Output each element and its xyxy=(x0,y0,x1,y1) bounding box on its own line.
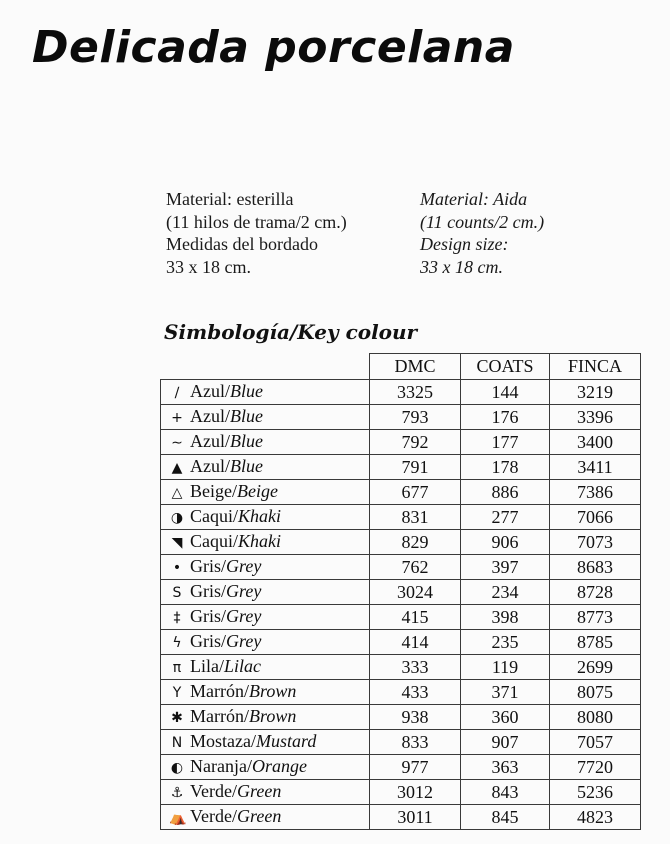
header-blank xyxy=(161,354,370,380)
spec-line: 33 x 18 cm. xyxy=(420,256,503,277)
finca-cell: 8728 xyxy=(550,579,641,604)
table-row xyxy=(161,479,641,504)
colour-name-en: Blue xyxy=(230,380,264,401)
dmc-cell: 791 xyxy=(370,454,461,479)
table-row xyxy=(161,379,641,404)
stitch-symbol-icon: △ xyxy=(171,484,183,501)
colour-name-es: Mostaza xyxy=(190,730,251,751)
colour-name-es: Lila xyxy=(190,655,219,676)
coats-cell: 397 xyxy=(461,554,550,579)
colour-name-es: Marrón xyxy=(190,680,244,701)
name-separator: / xyxy=(221,630,227,651)
coats-cell: 886 xyxy=(461,479,550,504)
colour-name-en: Grey xyxy=(226,630,262,651)
dmc-cell: 938 xyxy=(370,704,461,729)
dmc-cell: 433 xyxy=(370,679,461,704)
name-separator: / xyxy=(231,805,237,826)
dmc-cell: 977 xyxy=(370,754,461,779)
colour-name-en: Blue xyxy=(230,430,264,451)
colour-name-es: Gris xyxy=(190,580,221,601)
coats-cell: 843 xyxy=(461,779,550,804)
colour-name-es: Verde xyxy=(190,805,232,826)
colour-name-en: Khaki xyxy=(238,530,282,551)
colour-name-es: Azul xyxy=(190,455,225,476)
spec-spanish xyxy=(166,188,347,278)
stitch-symbol-icon: + xyxy=(171,409,183,426)
finca-cell: 2699 xyxy=(550,654,641,679)
header-dmc: DMC xyxy=(370,354,461,380)
name-separator: / xyxy=(221,555,227,576)
dmc-cell: 793 xyxy=(370,404,461,429)
table-row xyxy=(161,629,641,654)
finca-cell: 8773 xyxy=(550,604,641,629)
finca-cell: 3400 xyxy=(550,429,641,454)
name-separator: / xyxy=(219,655,225,676)
finca-cell: 8080 xyxy=(550,704,641,729)
header-finca: FINCA xyxy=(550,354,641,380)
name-separator: / xyxy=(250,730,256,751)
name-separator: / xyxy=(225,455,231,476)
name-separator: / xyxy=(246,755,252,776)
name-separator: / xyxy=(232,480,238,501)
colour-name-en: Grey xyxy=(226,605,262,626)
dmc-cell: 415 xyxy=(370,604,461,629)
stitch-symbol-icon: • xyxy=(172,559,182,576)
colour-name-cell xyxy=(161,654,370,679)
table-row xyxy=(161,429,641,454)
table-row xyxy=(161,729,641,754)
finca-cell: 7720 xyxy=(550,754,641,779)
name-separator: / xyxy=(243,705,249,726)
colour-name-en: Grey xyxy=(226,580,262,601)
name-separator: / xyxy=(221,580,227,601)
stitch-symbol-icon: ▲ xyxy=(171,459,183,476)
finca-cell: 5236 xyxy=(550,779,641,804)
stitch-symbol-icon: ∕ xyxy=(174,384,180,401)
colour-name-cell xyxy=(161,754,370,779)
name-separator: / xyxy=(233,530,239,551)
colour-name-cell xyxy=(161,554,370,579)
dmc-cell: 3011 xyxy=(370,804,461,829)
colour-name-en: Green xyxy=(237,780,282,801)
dmc-cell: 333 xyxy=(370,654,461,679)
table-body xyxy=(161,379,641,829)
colour-name-es: Azul xyxy=(190,405,225,426)
table-row xyxy=(161,754,641,779)
table-row xyxy=(161,579,641,604)
table-row xyxy=(161,654,641,679)
table-row xyxy=(161,554,641,579)
colour-name-cell xyxy=(161,504,370,529)
spec-english xyxy=(420,188,544,278)
colour-name-en: Grey xyxy=(226,555,262,576)
table-row xyxy=(161,679,641,704)
dmc-cell: 831 xyxy=(370,504,461,529)
colour-name-cell xyxy=(161,379,370,404)
coats-cell: 234 xyxy=(461,579,550,604)
stitch-symbol-icon: N xyxy=(171,734,183,751)
finca-cell: 3396 xyxy=(550,404,641,429)
colour-name-cell xyxy=(161,804,370,829)
coats-cell: 177 xyxy=(461,429,550,454)
colour-name-en: Mustard xyxy=(256,730,317,751)
finca-cell: 7066 xyxy=(550,504,641,529)
spec-line: Design size: xyxy=(420,234,509,254)
finca-cell: 8683 xyxy=(550,554,641,579)
finca-cell: 7386 xyxy=(550,479,641,504)
colour-name-en: Brown xyxy=(249,680,297,701)
name-separator: / xyxy=(231,780,237,801)
dmc-cell: 829 xyxy=(370,529,461,554)
table-row xyxy=(161,529,641,554)
table-header-row xyxy=(161,354,641,380)
colour-name-en: Brown xyxy=(249,705,297,726)
page-title: Delicada porcelana xyxy=(32,22,515,73)
colour-name-es: Azul xyxy=(190,430,225,451)
stitch-symbol-icon: ◥ xyxy=(171,534,183,551)
coats-cell: 907 xyxy=(461,729,550,754)
coats-cell: 144 xyxy=(461,379,550,404)
table-row xyxy=(161,704,641,729)
finca-cell: 3219 xyxy=(550,379,641,404)
dmc-cell: 833 xyxy=(370,729,461,754)
dmc-cell: 3024 xyxy=(370,579,461,604)
stitch-symbol-icon: ⛺ xyxy=(169,809,187,826)
table-row xyxy=(161,404,641,429)
colour-name-es: Naranja xyxy=(190,755,247,776)
finca-cell: 3411 xyxy=(550,454,641,479)
stitch-symbol-icon: ◑ xyxy=(170,509,184,526)
stitch-symbol-icon: ⚓ xyxy=(170,784,184,801)
dmc-cell: 414 xyxy=(370,629,461,654)
coats-cell: 398 xyxy=(461,604,550,629)
colour-name-cell xyxy=(161,604,370,629)
dmc-cell: 762 xyxy=(370,554,461,579)
name-separator: / xyxy=(221,605,227,626)
spec-line: Material: Aida xyxy=(420,189,528,209)
table-row xyxy=(161,504,641,529)
table-row xyxy=(161,454,641,479)
colour-name-cell xyxy=(161,679,370,704)
coats-cell: 235 xyxy=(461,629,550,654)
stitch-symbol-icon: ✱ xyxy=(171,709,183,726)
stitch-symbol-icon: ∼ xyxy=(171,434,183,451)
finca-cell: 7073 xyxy=(550,529,641,554)
coats-cell: 119 xyxy=(461,654,550,679)
colour-name-cell xyxy=(161,779,370,804)
colour-name-cell xyxy=(161,579,370,604)
finca-cell: 8785 xyxy=(550,629,641,654)
colour-name-en: Khaki xyxy=(238,505,282,526)
name-separator: / xyxy=(225,405,231,426)
stitch-symbol-icon: Y xyxy=(172,684,182,701)
key-heading: Simbología/Key colour xyxy=(164,320,418,344)
stitch-symbol-icon: π xyxy=(172,659,182,676)
colour-name-es: Verde xyxy=(190,780,232,801)
spec-line: Medidas del bordado xyxy=(166,234,318,254)
name-separator: / xyxy=(233,505,239,526)
colour-name-es: Gris xyxy=(190,605,221,626)
colour-name-cell xyxy=(161,704,370,729)
stitch-symbol-icon: S xyxy=(172,584,182,601)
colour-name-es: Caqui xyxy=(190,530,233,551)
name-separator: / xyxy=(243,680,249,701)
colour-name-en: Green xyxy=(237,805,282,826)
coats-cell: 371 xyxy=(461,679,550,704)
colour-name-cell xyxy=(161,629,370,654)
colour-name-es: Gris xyxy=(190,555,221,576)
finca-cell: 4823 xyxy=(550,804,641,829)
colour-name-cell xyxy=(161,479,370,504)
coats-cell: 176 xyxy=(461,404,550,429)
table-row xyxy=(161,804,641,829)
table-row xyxy=(161,604,641,629)
stitch-symbol-icon: ◐ xyxy=(170,759,184,776)
colour-name-en: Orange xyxy=(251,755,307,776)
colour-name-cell xyxy=(161,529,370,554)
table-row xyxy=(161,779,641,804)
colour-name-cell xyxy=(161,429,370,454)
colour-name-es: Beige xyxy=(190,480,232,501)
key-colour-table xyxy=(160,353,641,830)
colour-name-en: Beige xyxy=(237,480,278,501)
colour-name-es: Azul xyxy=(190,380,225,401)
coats-cell: 845 xyxy=(461,804,550,829)
spec-line: 33 x 18 cm. xyxy=(166,256,251,277)
colour-name-en: Blue xyxy=(230,405,264,426)
dmc-cell: 3325 xyxy=(370,379,461,404)
colour-name-es: Caqui xyxy=(190,505,233,526)
colour-name-cell xyxy=(161,729,370,754)
colour-name-es: Gris xyxy=(190,630,221,651)
stitch-symbol-icon: ϟ xyxy=(172,634,182,651)
name-separator: / xyxy=(225,430,231,451)
colour-name-en: Lilac xyxy=(224,655,262,676)
spec-line: (11 counts/2 cm.) xyxy=(420,211,545,232)
finca-cell: 8075 xyxy=(550,679,641,704)
coats-cell: 906 xyxy=(461,529,550,554)
stitch-symbol-icon: ‡ xyxy=(173,609,181,626)
coats-cell: 360 xyxy=(461,704,550,729)
colour-name-cell xyxy=(161,454,370,479)
dmc-cell: 677 xyxy=(370,479,461,504)
finca-cell: 7057 xyxy=(550,729,641,754)
header-coats: COATS xyxy=(461,354,550,380)
spec-line: (11 hilos de trama/2 cm.) xyxy=(166,211,347,232)
coats-cell: 178 xyxy=(461,454,550,479)
dmc-cell: 792 xyxy=(370,429,461,454)
coats-cell: 277 xyxy=(461,504,550,529)
colour-name-cell xyxy=(161,404,370,429)
spec-line: Material: esterilla xyxy=(166,189,294,209)
colour-name-en: Blue xyxy=(230,455,264,476)
coats-cell: 363 xyxy=(461,754,550,779)
dmc-cell: 3012 xyxy=(370,779,461,804)
name-separator: / xyxy=(225,380,231,401)
colour-name-es: Marrón xyxy=(190,705,244,726)
